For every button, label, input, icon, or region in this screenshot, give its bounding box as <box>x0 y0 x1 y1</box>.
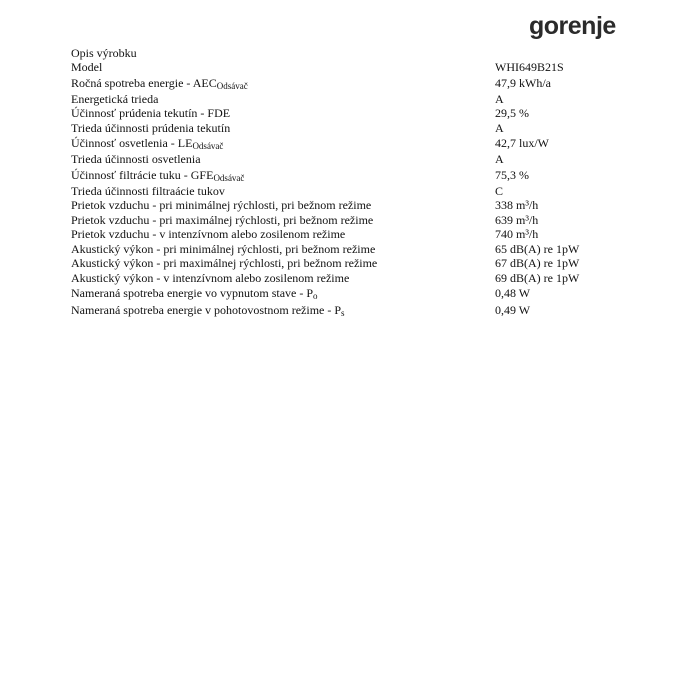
spec-row <box>71 198 631 213</box>
spec-row <box>71 75 631 92</box>
spec-label <box>71 106 230 121</box>
spec-value: 75,3 % <box>495 167 529 182</box>
spec-value: 69 dB(A) re 1pW <box>495 270 580 285</box>
spec-label <box>71 167 244 184</box>
spec-value: C <box>495 183 504 198</box>
spec-value: A <box>495 120 504 135</box>
sheet-heading: Opis výrobku <box>71 46 137 60</box>
spec-row <box>71 60 631 75</box>
spec-label-text: Akustický výkon - pri maximálnej rýchlosti, pri bežnom režime <box>71 256 378 270</box>
spec-label <box>71 271 349 286</box>
spec-row <box>71 271 631 286</box>
spec-label <box>71 242 375 257</box>
spec-row <box>71 135 631 152</box>
spec-row <box>71 242 631 257</box>
spec-label <box>71 92 158 107</box>
spec-label-text: Prietok vzduchu - pri minimálnej rýchlosti, pri bežnom režime <box>71 198 372 212</box>
spec-row <box>71 167 631 184</box>
spec-value: 42,7 lux/W <box>495 136 549 150</box>
spec-value: 65 dB(A) re 1pW <box>495 241 580 256</box>
spec-label-subscript: o <box>313 291 318 301</box>
spec-row <box>71 256 631 271</box>
spec-label <box>71 121 230 136</box>
spec-label <box>71 75 248 92</box>
spec-label-text: Nameraná spotreba energie v pohotovostnom režime - P <box>71 303 342 317</box>
spec-value: WHI649B21S <box>495 60 564 74</box>
spec-label-subscript: Odsávač <box>216 80 248 91</box>
spec-label-text: Trieda účinnosti osvetlenia <box>71 152 201 166</box>
spec-label <box>71 152 201 167</box>
spec-value: 29,5 % <box>495 106 529 120</box>
spec-value: A <box>495 152 504 166</box>
spec-row <box>71 92 631 107</box>
spec-row <box>71 213 631 228</box>
spec-label-text: Akustický výkon - v intenzívnom alebo zosilenom režime <box>71 270 350 285</box>
spec-label-text: Účinnosť osvetlenia - LE <box>71 136 193 150</box>
spec-value: 639 m³/h <box>495 212 539 227</box>
spec-label-text: Účinnosť filtrácie tuku - GFE <box>71 167 214 182</box>
spec-label <box>71 285 318 302</box>
spec-label-text: Ročná spotreba energie - AEC <box>71 75 217 90</box>
spec-label <box>71 198 371 213</box>
spec-value: 47,9 kWh/a <box>495 75 551 90</box>
spec-row <box>71 106 631 121</box>
spec-label-subscript: Odsávač <box>213 172 245 183</box>
spec-label-text: Energetická trieda <box>71 91 159 106</box>
spec-label-subscript: Odsávač <box>192 141 224 151</box>
spec-label-text: Trieda účinnosti filtraácie tukov <box>71 183 225 198</box>
spec-value: A <box>495 91 504 106</box>
gorenje-logo: gorenje <box>529 12 616 40</box>
spec-value: 740 m³/h <box>495 227 539 241</box>
spec-label-text: Akustický výkon - pri minimálnej rýchlosti, pri bežnom režime <box>71 241 376 256</box>
spec-value: 0,49 W <box>495 303 531 317</box>
spec-row <box>71 285 631 302</box>
spec-label-text: Nameraná spotreba energie vo vypnutom stave - P <box>71 286 314 300</box>
spec-label <box>71 135 223 152</box>
spec-row <box>71 227 631 242</box>
spec-label <box>71 213 373 228</box>
spec-label-text: Prietok vzduchu - pri maximálnej rýchlosti, pri bežnom režime <box>71 212 374 227</box>
product-info-sheet <box>71 46 631 319</box>
spec-label-text: Prietok vzduchu - v intenzívnom alebo zosilenom režime <box>71 227 346 241</box>
spec-label <box>71 184 225 199</box>
spec-value: 0,48 W <box>495 286 531 300</box>
spec-label-text: Účinnosť prúdenia tekutín - FDE <box>71 106 231 120</box>
spec-row <box>71 121 631 136</box>
spec-label-text: Trieda účinnosti prúdenia tekutín <box>71 120 231 135</box>
spec-label <box>71 256 377 271</box>
spec-label-subscript: s <box>341 308 345 318</box>
spec-label <box>71 227 345 242</box>
spec-value: 67 dB(A) re 1pW <box>495 256 580 270</box>
spec-value: 338 m³/h <box>495 198 539 212</box>
spec-label-text: Model <box>71 60 103 74</box>
spec-row <box>71 184 631 199</box>
spec-table <box>71 60 631 319</box>
spec-row <box>71 302 631 319</box>
spec-label <box>71 302 345 319</box>
spec-label <box>71 60 102 75</box>
spec-row <box>71 152 631 167</box>
